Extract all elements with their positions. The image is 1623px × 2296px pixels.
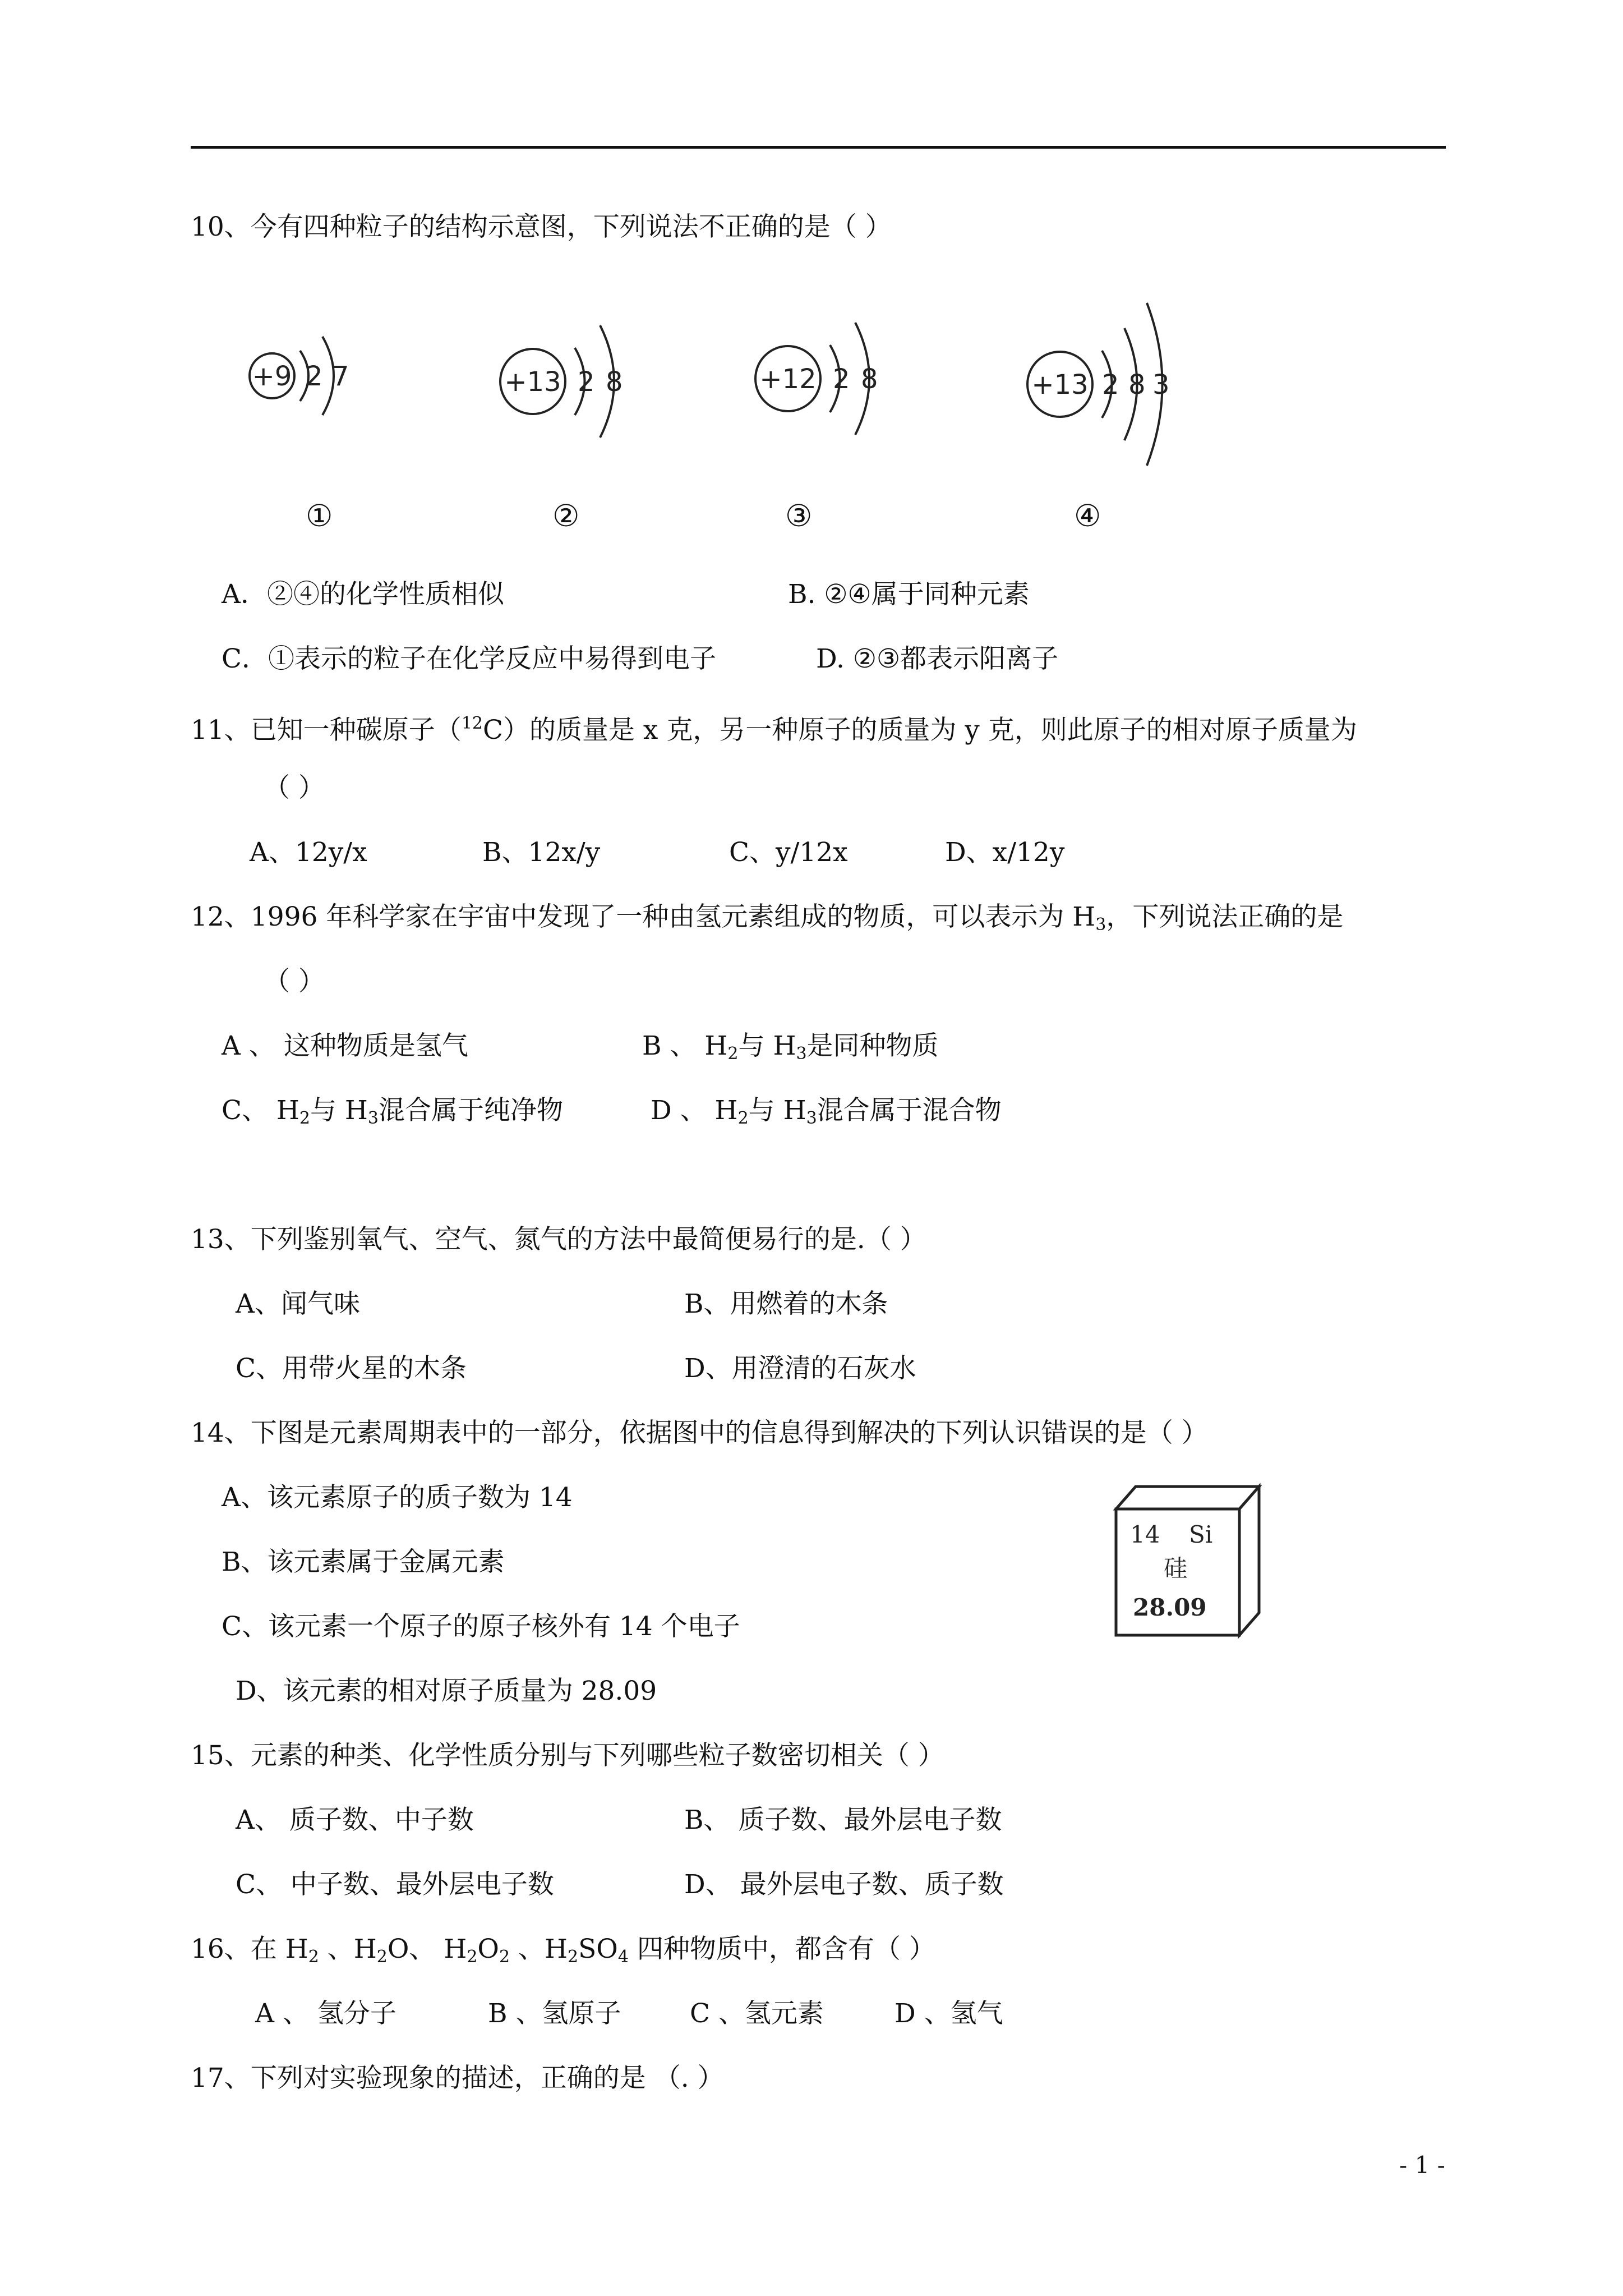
q14-option-b: B、该元素属于金属元素 bbox=[222, 1547, 505, 1577]
q16-s4: 2 bbox=[499, 1947, 510, 1967]
q12-stem-sub: 3 bbox=[1095, 915, 1106, 935]
q16-option-a: A 、 氢分子 bbox=[255, 1998, 396, 2029]
atom1-shell-2: 7 bbox=[332, 361, 349, 392]
element-number: 14 bbox=[1130, 1521, 1160, 1548]
atom4-shell-2: 8 bbox=[1128, 369, 1146, 401]
q12-c-post: 混合属于纯净物 bbox=[379, 1095, 564, 1126]
atom-diagram-4 bbox=[1009, 292, 1178, 477]
q11-stem bbox=[191, 707, 1357, 747]
q12-b-sub2: 3 bbox=[796, 1044, 807, 1064]
q16-p7: 四种物质中，都含有（ ） bbox=[628, 1934, 935, 1964]
q12-option-b bbox=[642, 1029, 939, 1071]
q12-stem-pre: 12、1996 年科学家在宇宙中发现了一种由氢元素组成的物质，可以表示为 H bbox=[191, 901, 1096, 932]
q13-option-d: D、用澄清的石灰水 bbox=[684, 1353, 916, 1384]
element-symbol: Si bbox=[1189, 1521, 1213, 1548]
q16-option-d: D 、氢气 bbox=[895, 1998, 1003, 2029]
q14-option-d: D、该元素的相对原子质量为 28.09 bbox=[236, 1676, 657, 1706]
q15-option-a: A、 质子数、中子数 bbox=[236, 1805, 474, 1835]
q15-option-d: D、 最外层电子数、质子数 bbox=[684, 1869, 1004, 1900]
q11-option-a: A、12y/x bbox=[250, 837, 367, 868]
q11-option-d: D、x/12y bbox=[945, 837, 1065, 868]
q13-option-a: A、闻气味 bbox=[236, 1289, 360, 1319]
q16-s5: 2 bbox=[568, 1947, 579, 1967]
q11-isotope-mass: 12 bbox=[461, 714, 483, 733]
atom-diagram-3 bbox=[735, 300, 897, 446]
periodic-table-cell bbox=[1110, 1475, 1262, 1644]
q16-p5: 、H bbox=[510, 1934, 568, 1964]
atom2-shell-1: 2 bbox=[578, 366, 595, 398]
q12-d-sub2: 3 bbox=[806, 1108, 817, 1128]
q16-s2: 2 bbox=[376, 1947, 388, 1967]
q15-option-c: C、 中子数、最外层电子数 bbox=[236, 1869, 554, 1900]
atom-label-4: ④ bbox=[1074, 498, 1101, 533]
atom2-shell-2: 8 bbox=[606, 366, 623, 398]
element-name: 硅 bbox=[1164, 1554, 1188, 1582]
q12-stem-post: ，下列说法正确的是 bbox=[1106, 901, 1344, 932]
q16-option-c: C 、氢元素 bbox=[690, 1998, 824, 2029]
q14-option-a: A、该元素原子的质子数为 14 bbox=[222, 1482, 573, 1513]
q12-b-mid: 与 H bbox=[738, 1030, 796, 1061]
q12-option-d bbox=[651, 1094, 1002, 1135]
q16-option-b: B 、氢原子 bbox=[488, 1998, 621, 2029]
q10-option-a: A．②④的化学性质相似 bbox=[222, 579, 504, 610]
q12-c-sub1: 2 bbox=[299, 1108, 310, 1128]
atom-label-1: ① bbox=[306, 498, 333, 533]
q12-option-a: A 、 这种物质是氢气 bbox=[222, 1030, 468, 1061]
atom3-nucleus: +12 bbox=[759, 364, 817, 395]
q16-s1: 2 bbox=[308, 1947, 319, 1967]
q12-b-pre: B 、 H bbox=[642, 1030, 728, 1061]
q16-p3: O、 H bbox=[387, 1934, 467, 1964]
atom-diagram-2 bbox=[482, 303, 645, 449]
q12-answer-paren: （ ） bbox=[264, 966, 325, 997]
q12-c-pre: C、 H bbox=[222, 1095, 299, 1126]
q12-d-mid: 与 H bbox=[748, 1095, 806, 1126]
header-rule bbox=[191, 146, 1446, 149]
q16-p4: O bbox=[477, 1934, 499, 1964]
q12-option-c bbox=[222, 1094, 563, 1135]
q10-stem: 10、今有四种粒子的结构示意图，下列说法不正确的是（ ） bbox=[191, 211, 892, 242]
q12-b-post: 是同种物质 bbox=[806, 1030, 939, 1061]
q16-p2: 、H bbox=[319, 1934, 377, 1964]
element-mass: 28.09 bbox=[1133, 1594, 1207, 1621]
q16-s6: 4 bbox=[617, 1947, 629, 1967]
q14-stem: 14、下图是元素周期表中的一部分，依据图中的信息得到解决的下列认识错误的是（ ） bbox=[191, 1418, 1208, 1448]
atom4-shell-3: 3 bbox=[1152, 369, 1170, 401]
q12-d-sub1: 2 bbox=[737, 1108, 749, 1128]
q16-p6: SO bbox=[578, 1934, 618, 1964]
q11-option-c: C、y/12x bbox=[729, 837, 848, 868]
q16-p1: 16、在 H bbox=[191, 1934, 308, 1964]
q16-s3: 2 bbox=[467, 1947, 478, 1967]
q15-option-b: B、 质子数、最外层电子数 bbox=[684, 1805, 1002, 1835]
q14-option-c: C、该元素一个原子的原子核外有 14 个电子 bbox=[222, 1611, 740, 1642]
atom-diagram-1 bbox=[208, 303, 365, 438]
q13-stem: 13、下列鉴别氧气、空气、氮气的方法中最简便易行的是.（ ） bbox=[191, 1224, 926, 1255]
atom-label-3: ③ bbox=[785, 498, 813, 533]
atom3-shell-1: 2 bbox=[833, 364, 850, 395]
q10-option-b: B. ②④属于同种元素 bbox=[788, 579, 1030, 610]
q11-answer-paren: （ ） bbox=[264, 772, 325, 803]
atom4-shell-1: 2 bbox=[1102, 369, 1119, 401]
atom3-shell-2: 8 bbox=[861, 364, 878, 395]
page-number: - 1 - bbox=[1399, 2151, 1445, 2179]
q12-c-sub2: 3 bbox=[367, 1108, 379, 1128]
atom2-nucleus: +13 bbox=[504, 366, 561, 398]
q12-d-post: 混合属于混合物 bbox=[817, 1095, 1002, 1126]
q11-stem-pre: 11、已知一种碳原子（ bbox=[191, 715, 462, 746]
q13-option-b: B、用燃着的木条 bbox=[684, 1289, 888, 1319]
atom4-nucleus: +13 bbox=[1031, 369, 1089, 401]
atom1-shell-1: 2 bbox=[306, 361, 323, 392]
q16-stem bbox=[191, 1932, 935, 1974]
q13-option-c: C、用带火星的木条 bbox=[236, 1353, 467, 1384]
atom1-nucleus: +9 bbox=[252, 361, 292, 392]
q12-d-pre: D 、 H bbox=[651, 1095, 738, 1126]
q12-c-mid: 与 H bbox=[310, 1095, 368, 1126]
q12-b-sub1: 2 bbox=[727, 1044, 739, 1064]
atom-label-2: ② bbox=[552, 498, 580, 533]
q10-option-c: C．①表示的粒子在化学反应中易得到电子 bbox=[222, 643, 716, 674]
q12-stem bbox=[191, 900, 1343, 942]
q10-option-d: D. ②③都表示阳离子 bbox=[816, 643, 1059, 674]
q17-stem: 17、下列对实验现象的描述，正确的是 （. ） bbox=[191, 2063, 724, 2093]
q11-stem-post: C）的质量是 x 克，另一种原子的质量为 y 克，则此原子的相对原子质量为 bbox=[483, 715, 1357, 746]
q11-option-b: B、12x/y bbox=[482, 837, 601, 868]
q15-stem: 15、元素的种类、化学性质分别与下列哪些粒子数密切相关（ ） bbox=[191, 1740, 944, 1771]
